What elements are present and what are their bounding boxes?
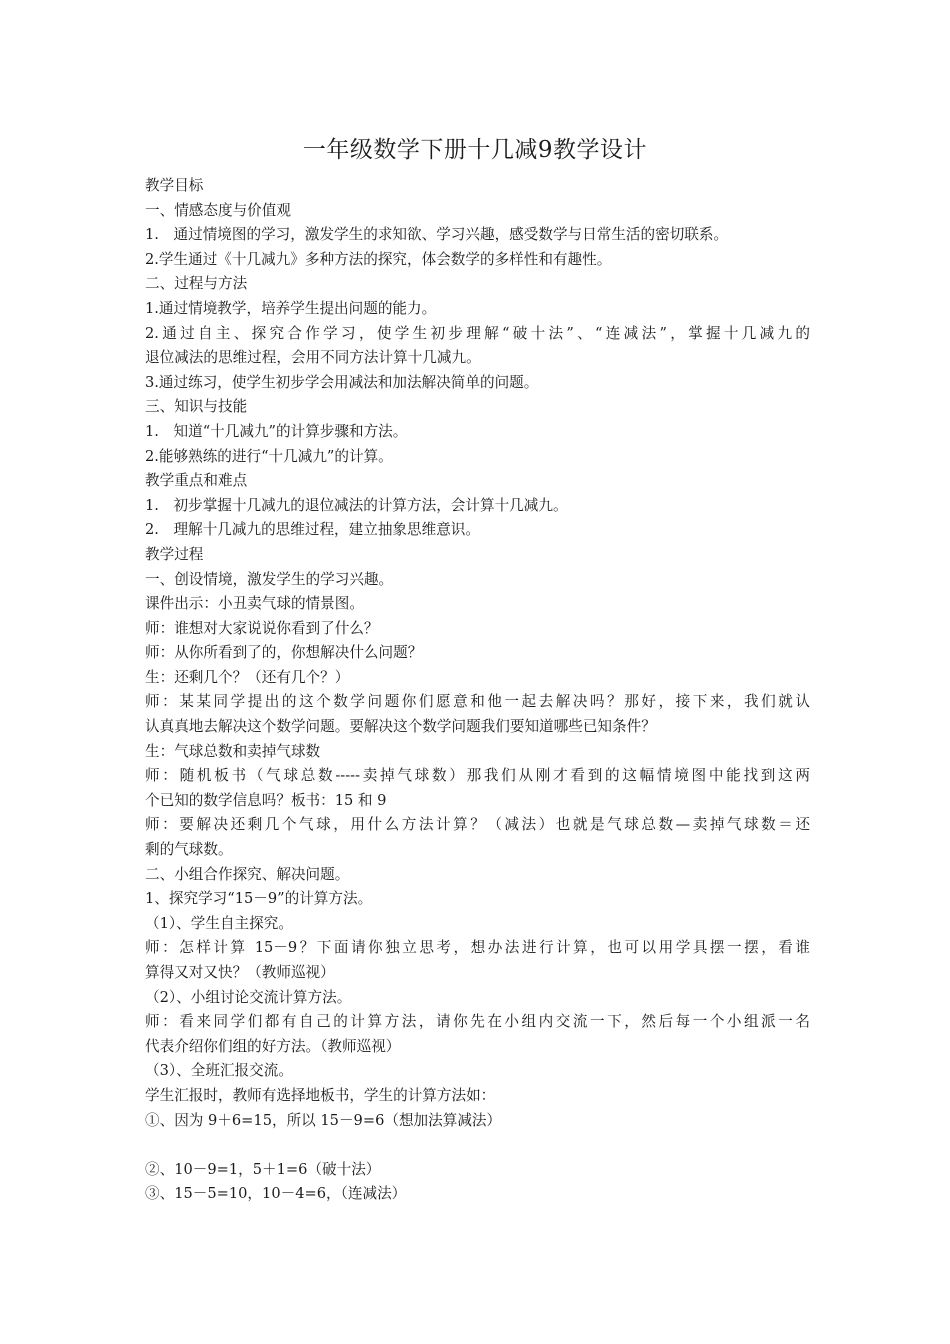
document-body xyxy=(145,174,810,1207)
paragraph-line: 师：谁想对大家说说你看到了什么？ xyxy=(145,619,379,637)
paragraph-line: 认真真地去解决这个数学问题。要解决这个数学问题我们要知道哪些已知条件？ xyxy=(145,718,656,736)
paragraph-line: ①、因为 9＋6=15，所以 15－9=6（想加法算减法） xyxy=(145,1111,502,1129)
paragraph-line: 1. 通过情境图的学习，激发学生的求知欲、学习兴趣，感受数学与日常生活的密切联系。 xyxy=(145,226,729,244)
section-heading: 教学重点和难点 xyxy=(145,472,248,490)
paragraph-line: 生：还剩几个？（还有几个？） xyxy=(145,668,350,686)
paragraph-line: 师：从你所看到了的，你想解决什么问题？ xyxy=(145,644,423,662)
paragraph-line: 1、探究学习“15－9”的计算方法。 xyxy=(145,890,373,908)
subsection-heading: 一、情感态度与价值观 xyxy=(145,201,291,219)
subsection-heading: 二、小组合作探究、解决问题。 xyxy=(145,865,350,883)
paragraph-line: 师：随机板书（气球总数-----卖掉气球数）那我们从刚才看到的这幅情境图中能找到这两 xyxy=(145,767,810,785)
document-title: 一年级数学下册十几减9教学设计 xyxy=(302,137,648,163)
paragraph-line: 个已知的数学信息吗？板书：15 和 9 xyxy=(145,791,387,809)
paragraph-line: 师：怎样计算 15－9？下面请你独立思考，想办法进行计算，也可以用学具摆一摆，看谁 xyxy=(145,939,810,957)
paragraph-line: 2. 理解十几减九的思维过程，建立抽象思维意识。 xyxy=(145,521,480,539)
blank-line xyxy=(145,1133,810,1158)
paragraph-line: 师：某某同学提出的这个数学问题你们愿意和他一起去解决吗？那好，接下来，我们就认 xyxy=(145,693,810,711)
section-heading: 教学目标 xyxy=(145,177,204,194)
paragraph-line: （2）、小组讨论交流计算方法。 xyxy=(145,988,352,1006)
paragraph-line: 1.通过情境教学，培养学生提出问题的能力。 xyxy=(145,299,437,317)
paragraph-line: 3.通过练习，使学生初步学会用减法和加法解决简单的问题。 xyxy=(145,373,539,391)
subsection-heading: 一、创设情境，激发学生的学习兴趣。 xyxy=(145,570,394,588)
paragraph-line: ③、15－5=10，10－4=6，（连减法） xyxy=(145,1185,407,1203)
paragraph-line: （1）、学生自主探究。 xyxy=(145,914,293,932)
paragraph-line: 学生汇报时，教师有选择地板书，学生的计算方法如： xyxy=(145,1086,496,1104)
paragraph-line: 师：看来同学们都有自己的计算方法，请你先在小组内交流一下，然后每一个小组派一名 xyxy=(145,1013,810,1031)
paragraph-line: 2.学生通过《十几减九》多种方法的探究，体会数学的多样性和有趣性。 xyxy=(145,250,612,268)
paragraph-line: 2.能够熟练的进行“十几减九”的计算。 xyxy=(145,447,393,465)
paragraph-line: 代表介绍你们组的好方法。（教师巡视） xyxy=(145,1037,401,1055)
paragraph-line: 2.通过自主、探究合作学习，使学生初步理解“破十法”、“连减法”，掌握十几减九的 xyxy=(145,324,810,342)
paragraph-line: 师：要解决还剩几个气球，用什么方法计算？（减法）也就是气球总数—卖掉气球数＝还 xyxy=(145,816,810,834)
section-heading: 教学过程 xyxy=(145,545,204,563)
paragraph-line: 1. 知道“十几减九”的计算步骤和方法。 xyxy=(145,422,408,440)
paragraph-line: ②、10－9=1，5＋1=6（破十法） xyxy=(145,1160,381,1178)
paragraph-line: （3）、全班汇报交流。 xyxy=(145,1062,293,1080)
paragraph-line: 生：气球总数和卖掉气球数 xyxy=(145,742,321,760)
paragraph-line: 退位减法的思维过程，会用不同方法计算十几减九。 xyxy=(145,349,481,367)
paragraph-line: 1. 初步掌握十几减九的退位减法的计算方法，会计算十几减九。 xyxy=(145,496,568,514)
subsection-heading: 二、过程与方法 xyxy=(145,275,248,293)
paragraph-line: 课件出示：小丑卖气球的情景图。 xyxy=(145,595,364,613)
subsection-heading: 三、知识与技能 xyxy=(145,398,248,416)
paragraph-line: 算得又对又快？（教师巡视） xyxy=(145,964,335,981)
paragraph-line: 剩的气球数。 xyxy=(145,841,233,859)
